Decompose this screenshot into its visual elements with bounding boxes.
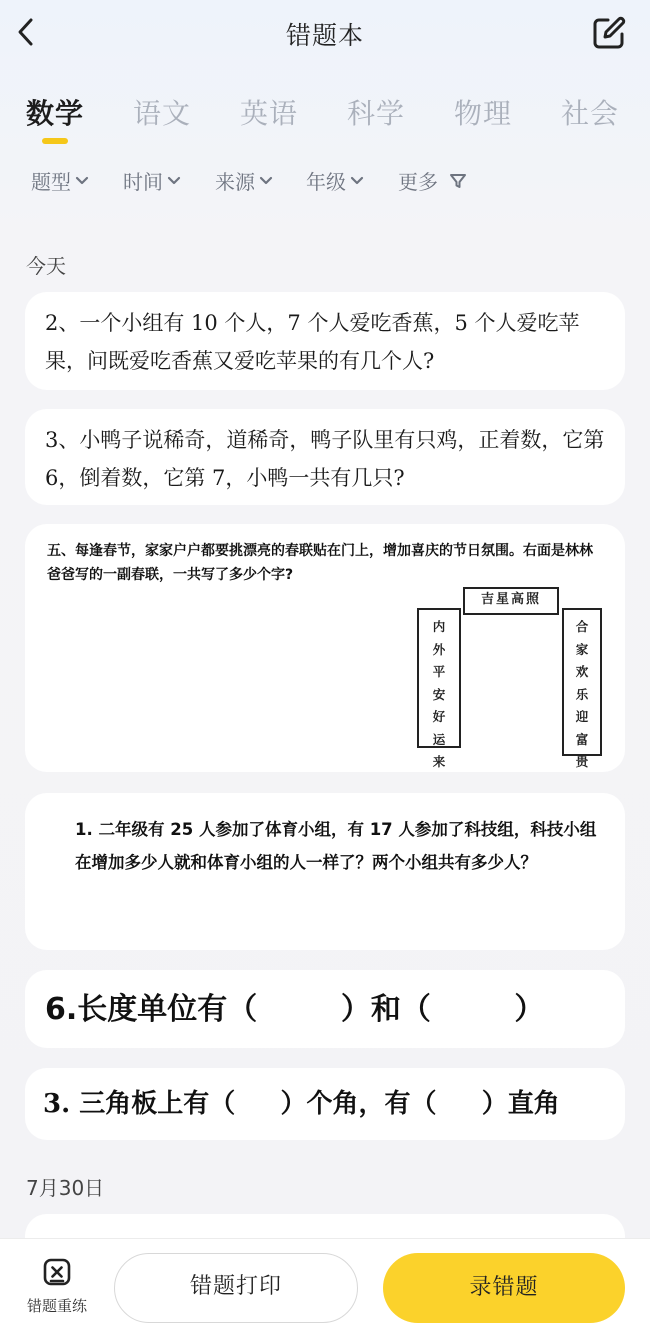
filter-bar: [0, 166, 650, 206]
question-text: 3、小鸭子说稀奇，道稀奇，鸭子队里有只鸡，正着数，它第 6，倒着数，它第 7，小鸭一共有几只?: [45, 428, 605, 490]
retry-card-icon: [42, 1257, 72, 1287]
chevron-down-icon: [74, 175, 90, 187]
filter-grade[interactable]: [306, 166, 365, 195]
print-mistakes-button[interactable]: 错题打印: [114, 1253, 358, 1323]
question-card[interactable]: [25, 409, 625, 505]
filter-label: 更多: [398, 170, 438, 194]
active-tab-indicator: [42, 138, 68, 144]
question-card[interactable]: [25, 1068, 625, 1140]
couplet-right-scroll: [562, 608, 602, 769]
tab-math[interactable]: 数学: [26, 97, 85, 130]
tab-chinese[interactable]: 语文: [133, 97, 192, 130]
chevron-down-icon: [349, 175, 365, 187]
retry-practice-button[interactable]: [14, 1255, 104, 1319]
filter-label: 题型: [31, 170, 71, 194]
question-card[interactable]: [25, 524, 625, 772]
filter-time[interactable]: [123, 166, 182, 195]
tab-society[interactable]: 社会: [561, 97, 620, 130]
question-text: 3. 三角板上有（ ）个角，有（ ）直角: [43, 1089, 560, 1119]
filter-source[interactable]: [215, 166, 274, 195]
couplet-left-text: 内 外 平 安 好 运 来: [432, 619, 446, 769]
couplet-left-scroll: [417, 608, 461, 769]
tab-science[interactable]: 科学: [347, 97, 406, 130]
top-bar: [0, 0, 650, 70]
couplet-right-text: 合 家 欢 乐 迎 富 贵: [575, 619, 589, 769]
section-date-label: 7月30日: [26, 1176, 105, 1200]
question-text: 2、一个小组有 10 个人，7 个人爱吃香蕉，5 个人爱吃苹果，问既爱吃香蕉又爱吃苹果的有几个人?: [45, 311, 580, 373]
question-card[interactable]: [25, 793, 625, 950]
tab-physics[interactable]: 物理: [454, 97, 513, 130]
record-mistake-button[interactable]: 录错题: [383, 1253, 625, 1323]
chevron-down-icon: [166, 175, 182, 187]
filter-question-type[interactable]: [31, 166, 90, 195]
question-text: 五、每逢春节，家家户户都要挑漂亮的春联贴在门上，增加喜庆的节日氛围。右面是林林爸爸写的一副春联，一共写了多少个字?: [47, 543, 593, 583]
retry-practice-label: 错题重练: [26, 1297, 87, 1315]
chevron-down-icon: [258, 175, 274, 187]
filter-icon: [447, 171, 469, 191]
tab-english[interactable]: 英语: [240, 97, 299, 130]
filter-label: 年级: [306, 170, 346, 194]
question-text: 1. 二年级有 25 人参加了体育小组，有 17 人参加了科技组，科技小组在增加多少人就和体育小组的人一样了？两个小组共有多少人？: [75, 820, 597, 872]
subject-tabs: [0, 92, 650, 152]
filter-more[interactable]: [398, 166, 469, 195]
edit-note-icon[interactable]: [590, 14, 628, 52]
bottom-action-bar: [0, 1238, 650, 1330]
page-title: 错题本: [285, 21, 364, 50]
question-text: 6.长度单位有（ ）和（ ）: [45, 992, 545, 1027]
couplet-horizontal-scroll: 吉星高照: [463, 587, 559, 615]
filter-label: 来源: [215, 170, 255, 194]
question-card[interactable]: [25, 292, 625, 390]
section-date-label: 今天: [26, 254, 66, 278]
question-card[interactable]: [25, 970, 625, 1048]
filter-label: 时间: [123, 170, 163, 194]
